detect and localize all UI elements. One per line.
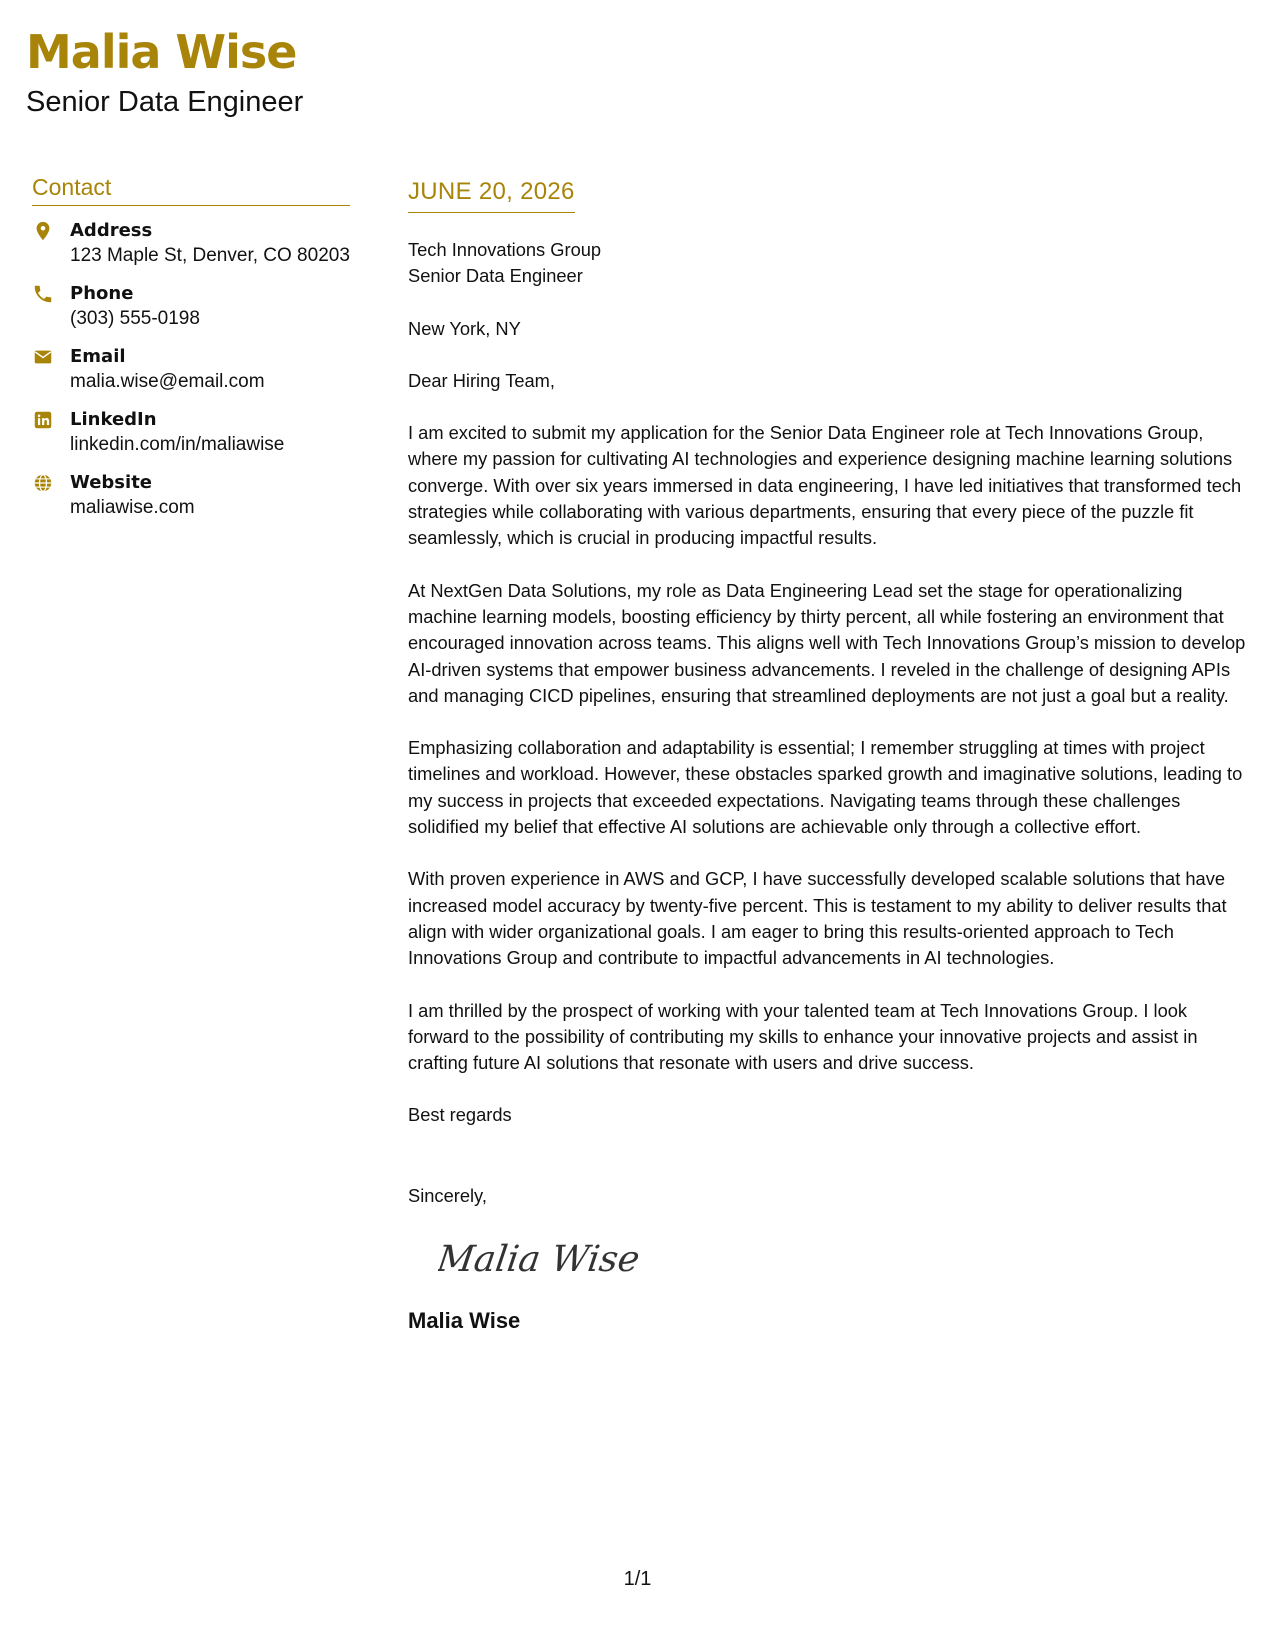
contact-value: maliawise.com [70, 497, 195, 518]
body-paragraph: I am thrilled by the prospect of working with your talented team at Tech Innovations Group. I look forward to the possibility of contributing my skills to enhance your innovative projects and assist in crafting future AI solutions that resonate with users and drive success. [408, 999, 1198, 1074]
contact-label: LinkedIn [70, 409, 157, 430]
recipient-company: Tech Innovations Group [408, 239, 602, 260]
contact-label: Email [70, 346, 126, 367]
contact-email [32, 345, 350, 395]
contact-heading: Contact [32, 174, 350, 206]
recipient-role: Senior Data Engineer [408, 265, 583, 287]
letter-date: JUNE 20, 2026 [408, 178, 575, 213]
contact-value: 123 Maple St, Denver, CO 80203 [70, 245, 350, 266]
recipient-location: New York, NY [408, 317, 521, 339]
applicant-role: Senior Data Engineer [26, 86, 304, 118]
contact-value: linkedin.com/in/maliawise [70, 434, 285, 455]
body-paragraph: With proven experience in AWS and GCP, I have successfully developed scalable solutions that have increased model accuracy by twenty-five percent. This is testament to my ability to deliver results that align with wider organizational goals. I am eager to bring this results-oriented approach to Tech Innovations Group and contribute to impactful advancements in AI technologies. [408, 868, 1227, 969]
contact-label: Address [70, 220, 153, 241]
letter-body [408, 178, 1248, 1334]
greeting: Dear Hiring Team, [408, 369, 555, 391]
linkedin-icon [32, 409, 54, 431]
envelope-icon [32, 346, 54, 368]
body-paragraph: At NextGen Data Solutions, my role as Data Engineering Lead set the stage for operationalizing machine learning models, boosting efficiency by thirty percent, all while fostering an environment that encouraged innovation across teams. This aligns well with Tech Innovations Group’s mission to develop AI-driven systems that empower business advancements. I reveled in the challenge of designing APIs and managing CICD pipelines, ensuring that streamlined deployments are not just a goal but a reality. [408, 579, 1246, 706]
body-paragraph: I am excited to submit my application for the Senior Data Engineer role at Tech Innovations Group, where my passion for cultivating AI technologies and experience designing machine learning solutions converge. With over six years immersed in data engineering, I have led initiatives that transformed tech strategies while collaborating with various departments, ensuring that every piece of the puzzle fit seamlessly, which is crucial in producing impactful results. [408, 422, 1242, 549]
contact-value: malia.wise@email.com [70, 371, 265, 392]
contact-label: Phone [70, 283, 134, 304]
contact-sidebar [32, 174, 350, 521]
body-paragraph: Emphasizing collaboration and adaptability is essential; I remember struggling at times with project timelines and workload. However, these obstacles sparked growth and imaginative solutions, leading to my success in projects that exceeded expectations. Navigating teams through these challenges solidified my belief that effective AI solutions are achievable only through a collective effort. [408, 737, 1243, 838]
closing-line: Best regards [408, 1104, 512, 1126]
recipient-block [408, 237, 1248, 290]
contact-phone [32, 282, 350, 332]
applicant-name: Malia Wise [26, 25, 297, 79]
map-pin-icon [32, 220, 54, 242]
contact-website [32, 471, 350, 521]
phone-icon [32, 283, 54, 305]
handwritten-signature [438, 1227, 668, 1287]
page-number: 1/1 [623, 1568, 652, 1590]
contact-address [32, 219, 350, 269]
contact-linkedin [32, 408, 350, 458]
signature-mark: Malia Wise [438, 1237, 643, 1280]
sign-off: Sincerely, [408, 1184, 487, 1206]
letter-header [26, 22, 303, 120]
globe-icon [32, 472, 54, 494]
signer-name: Malia Wise [408, 1308, 521, 1334]
contact-label: Website [70, 472, 153, 493]
contact-value: (303) 555-0198 [70, 308, 200, 329]
